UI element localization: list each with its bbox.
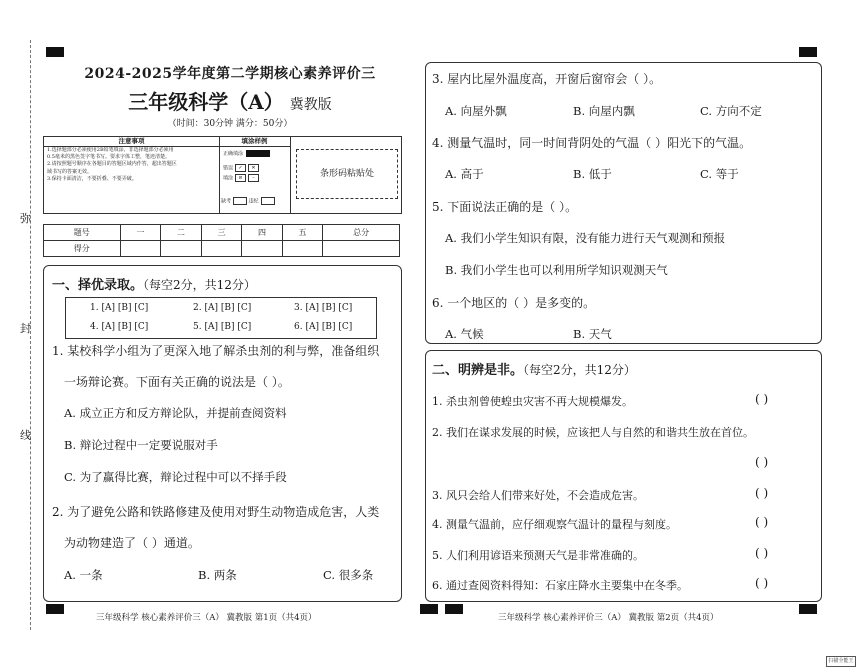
answer-item[interactable]: 1. [A] [B] [C]: [90, 303, 149, 313]
absent-label: 缺考 违纪: [221, 197, 275, 205]
option: A. 高于: [445, 167, 484, 181]
wrong-mark-box: –: [248, 174, 259, 182]
judgement-item: 5. 人们利用谚语来预测天气是非常准确的。: [432, 549, 644, 562]
option: A. 气候: [445, 327, 484, 341]
notes-line: 1.选择题部分必须使用2B铅笔填涂，非选择题部分必须用: [47, 147, 174, 153]
fill-correct-row: 正确填涂: [223, 150, 270, 157]
judgement-item: 4. 测量气温前，应仔细观察气温计的量程与刻度。: [432, 518, 677, 531]
question-text: 3. 屋内比屋外温度高，开窗后窗帘会（ ）。: [432, 72, 662, 86]
scanner-logo: 扫描全能王: [826, 656, 856, 667]
answer-item[interactable]: 2. [A] [B] [C]: [193, 303, 252, 313]
question-text: 5. 下面说法正确的是（ ）。: [432, 200, 578, 214]
section1-heading: 一、择优录取。（每空2分，共12分）: [52, 278, 256, 293]
question-text: 6. 一个地区的（ ）是多变的。: [432, 296, 596, 310]
side-word: 弥: [20, 212, 31, 225]
barcode-area: 条形码粘贴处: [296, 149, 398, 199]
fill-wrong-row: 填涂 ⊘ –: [223, 174, 259, 182]
subject-title: 三年级科学（A） 冀教版: [128, 90, 332, 114]
answer-item[interactable]: 6. [A] [B] [C]: [294, 322, 353, 332]
registration-mark: [46, 47, 64, 57]
answer-paren[interactable]: ( ): [755, 486, 769, 500]
fill-wrong-row: 错误 ✓ ✕: [223, 164, 259, 172]
answer-paren[interactable]: ( ): [755, 455, 769, 469]
wrong-mark-box: ⊘: [235, 174, 246, 182]
option: A. 向屋外飘: [445, 104, 507, 118]
table-cell: 一: [120, 225, 161, 241]
answer-paren[interactable]: ( ): [755, 576, 769, 590]
score-cell[interactable]: [161, 241, 202, 257]
option: C. 为了赢得比赛，辩论过程中可以不择手段: [64, 470, 287, 484]
question-text: 1. 某校科学小组为了更深入地了解杀虫剂的利与弊，准备组织: [52, 344, 380, 358]
table-cell: 总分: [323, 225, 400, 241]
score-cell[interactable]: [282, 241, 323, 257]
option: B. 低于: [573, 167, 612, 181]
notes-panel: [44, 137, 220, 213]
filled-block: [246, 150, 270, 157]
answer-paren[interactable]: ( ): [755, 392, 769, 406]
notes-line: 0.5毫米的黑色签字笔书写。要求字体工整，笔迹清楚。: [47, 154, 170, 161]
notes-line: 2.请按照题号顺序在各题目的答题区域内作答，超出答题区: [47, 161, 177, 168]
page-footer-right: 三年级科学 核心素养评价三（A） 冀教版 第2页（共4页）: [498, 613, 719, 623]
answer-paren[interactable]: ( ): [755, 546, 769, 560]
answer-item[interactable]: 4. [A] [B] [C]: [90, 322, 149, 332]
question-text: 一场辩论赛。下面有关正确的说法是（ ）。: [64, 375, 290, 389]
option: C. 等于: [700, 167, 739, 181]
side-word: 线: [20, 429, 31, 442]
question-text: 为动物建造了（ ）通道。: [64, 536, 200, 550]
table-cell: 三: [201, 225, 242, 241]
answer-item[interactable]: 3. [A] [B] [C]: [294, 303, 353, 313]
score-cell[interactable]: [201, 241, 242, 257]
option: B. 辩论过程中一定要说服对手: [64, 438, 218, 452]
exam-title: 2024-2025学年度第二学期核心素养评价三: [84, 66, 376, 82]
score-cell[interactable]: [120, 241, 161, 257]
judgement-item: 3. 风只会给人们带来好处，不会造成危害。: [432, 489, 644, 502]
notes-line: 3.保持卡面清洁，不要折叠、不要弄破。: [47, 175, 137, 182]
section2-heading: 二、明辨是非。（每空2分，共12分）: [432, 363, 636, 378]
registration-mark: [445, 604, 463, 614]
option: A. 我们小学生知识有限，没有能力进行天气观测和预报: [445, 231, 726, 245]
registration-mark: [799, 604, 817, 614]
table-cell: 得分: [44, 241, 121, 257]
option: B. 两条: [198, 568, 237, 582]
judgement-item: 2. 我们在谋求发展的时候，应该把人与自然的和谐共生放在首位。: [432, 426, 754, 439]
answer-paren[interactable]: ( ): [755, 515, 769, 529]
question-text: 4. 测量气温时，同一时间背阴处的气温（ ）阳光下的气温。: [432, 136, 752, 150]
option: C. 很多条: [323, 568, 374, 582]
time-score: （时间：30分钟 满分：50分）: [167, 119, 293, 129]
instruction-box: [43, 136, 402, 214]
option: B. 我们小学生也可以利用所学知识观测天气: [445, 263, 668, 277]
judgement-item: 1. 杀虫剂曾使蝗虫灾害不再大规模爆发。: [432, 395, 633, 408]
option: C. 方向不定: [700, 104, 762, 118]
side-word: 封: [20, 322, 31, 335]
answer-item[interactable]: 5. [A] [B] [C]: [193, 322, 252, 332]
table-cell: 二: [161, 225, 202, 241]
section2-box: [425, 350, 822, 602]
table-cell: 题号: [44, 225, 121, 241]
wrong-mark-box: ✓: [235, 164, 246, 172]
registration-mark: [46, 604, 64, 614]
option: B. 向屋内飘: [573, 104, 635, 118]
registration-mark: [420, 604, 438, 614]
notes-heading: 注意事项: [44, 137, 219, 147]
score-cell[interactable]: [323, 241, 400, 257]
judgement-item: 6. 通过查阅资料得知：石家庄降水主要集中在冬季。: [432, 579, 688, 592]
option: B. 天气: [573, 327, 612, 341]
question-text: 2. 为了避免公路和铁路修建及使用对野生动物造成危害，人类: [52, 505, 380, 519]
edition-label: 冀教版: [289, 97, 332, 113]
score-row: [44, 241, 400, 257]
table-cell: 五: [282, 225, 323, 241]
wrong-mark-box: ✕: [248, 164, 259, 172]
score-table: [43, 224, 400, 257]
notes-line: 域书写的答案无效。: [47, 168, 93, 175]
option: A. 成立正方和反方辩论队，并提前查阅资料: [64, 406, 287, 420]
score-cell[interactable]: [242, 241, 283, 257]
answer-grid: [65, 297, 377, 339]
page-footer-left: 三年级科学 核心素养评价三（A） 冀教版 第1页（共4页）: [96, 613, 317, 623]
fill-heading: 填涂样例: [219, 137, 290, 147]
option: A. 一条: [64, 568, 103, 582]
score-header-row: [44, 225, 400, 241]
table-cell: 四: [242, 225, 283, 241]
registration-mark: [799, 47, 817, 57]
